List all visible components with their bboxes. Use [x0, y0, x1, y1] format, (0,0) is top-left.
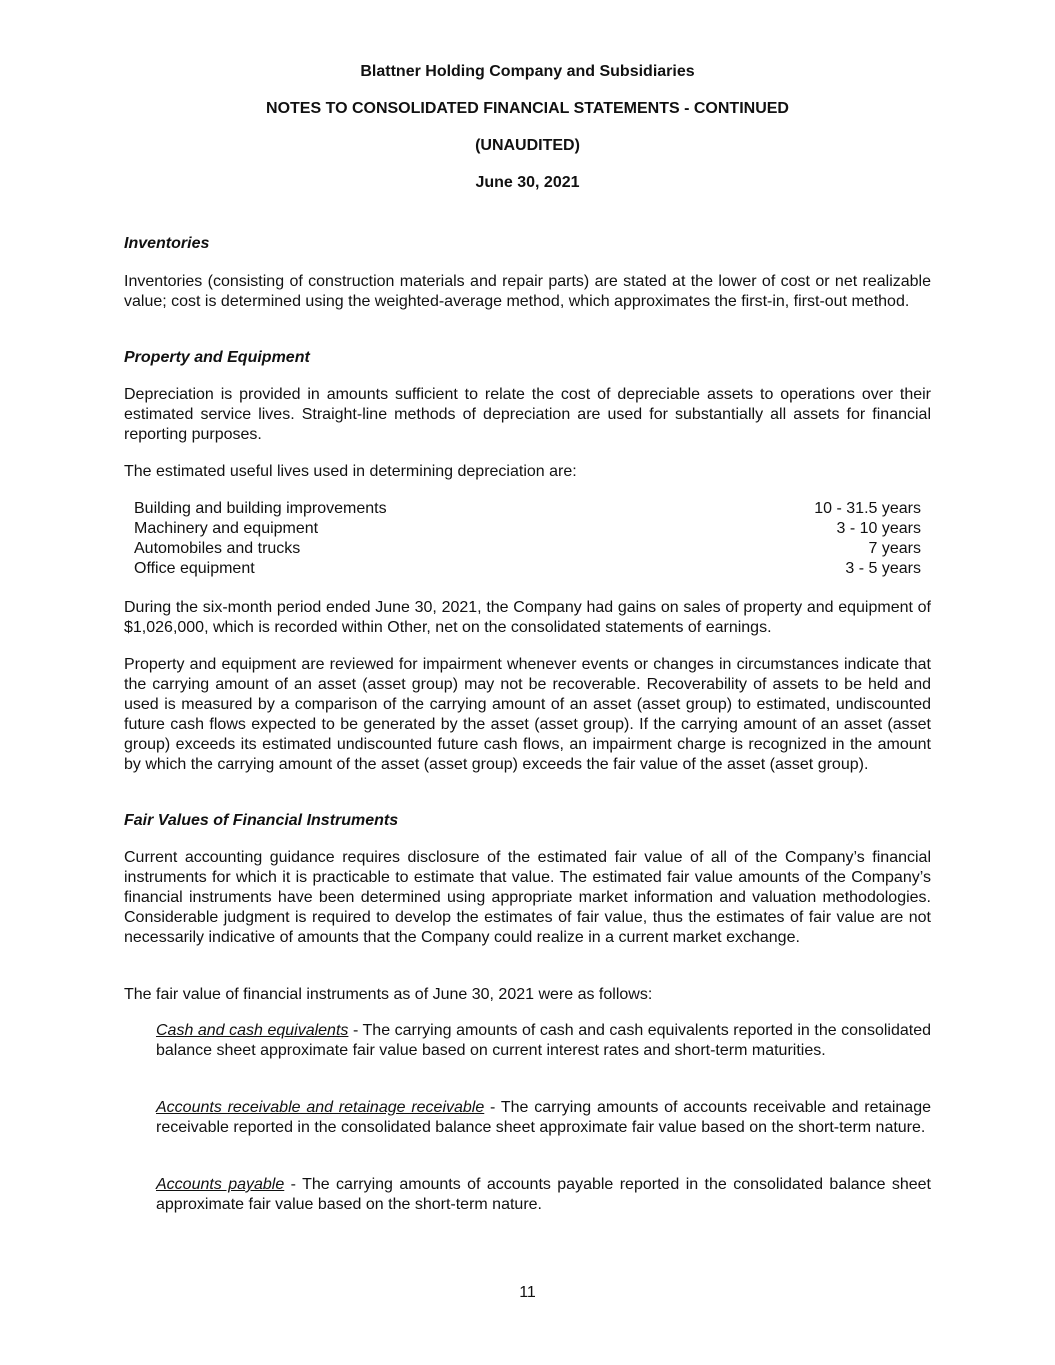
asset-label: Machinery and equipment [134, 520, 319, 537]
asset-life: 7 years [868, 540, 921, 557]
page-number: 11 [519, 1284, 536, 1301]
asset-life: 3 - 10 years [836, 520, 921, 537]
gains-paragraph: During the six-month period ended June 30, 2021, the Company had gains on sales of property and equipment of $1,026,000, which is recorded within Other, net on the consolidated statements of earnings. [124, 599, 931, 636]
impairment-paragraph: Property and equipment are reviewed for impairment whenever events or changes in circumstances indicate that the carrying amount of an asset (asset group) may not be recoverable. Recoverability of assets to be held and used is measured by a comparison of the carrying amount of an asset (asset group) to estimated, undiscounted future cash flows expected to be generated by the asset (asset group). If the carrying amount of an asset (asset group) exceeds its estimated undiscounted future cash flows, an impairment charge is recognized in the amount by which the carrying amount of the asset (asset group) exceeds the fair value of the asset (asset group). [124, 656, 931, 773]
table-row [124, 519, 931, 539]
asset-life: 10 - 31.5 years [814, 500, 921, 517]
fair-value-item [156, 1175, 931, 1215]
fair-value-item [156, 1098, 931, 1138]
inventories-paragraph: Inventories (consisting of construction materials and repair parts) are stated at the lower of cost or net realizable value; cost is determined using the weighted-average method, which approximates the first-in, first-out method. [124, 273, 931, 310]
item-text: - The carrying amounts of accounts payable reported in the consolidated balance sheet approximate fair value based on the short-term nature. [156, 1176, 932, 1213]
asset-life: 3 - 5 years [845, 560, 921, 577]
company-name: Blattner Holding Company and Subsidiaries [360, 63, 695, 80]
item-text: - The carrying amounts of accounts receivable and retainage receivable reported in the consolidated balance sheet approximate fair value based on the short-term nature. [156, 1099, 931, 1136]
report-date: June 30, 2021 [475, 174, 580, 191]
fair-values-heading: Fair Values of Financial Instruments [124, 812, 399, 829]
inventories-heading: Inventories [124, 235, 210, 252]
item-term: Accounts payable [156, 1176, 285, 1193]
asset-label: Building and building improvements [134, 500, 387, 517]
table-row [124, 559, 931, 579]
item-text: - The carrying amounts of cash and cash equivalents reported in the consolidated balance sheet approximate fair value based on current interest rates and short-term maturities. [156, 1022, 931, 1059]
item-term: Accounts receivable and retainage receivable [156, 1099, 485, 1116]
table-row [124, 539, 931, 559]
page-title: NOTES TO CONSOLIDATED FINANCIAL STATEMENTS - CONTINUED [266, 100, 789, 117]
fair-values-intro: The fair value of financial instruments as of June 30, 2021 were as follows: [124, 986, 653, 1003]
property-heading: Property and Equipment [124, 349, 310, 366]
table-row [124, 499, 931, 519]
depreciation-paragraph: Depreciation is provided in amounts sufficient to relate the cost of depreciable assets to operations over their estimated service lives. Straight-line methods of depreciation are used for substantially all assets for financial reporting purposes. [124, 386, 931, 443]
fair-values-paragraph: Current accounting guidance requires disclosure of the estimated fair value of all of the Company’s financial instruments for which it is practicable to estimate that value. The estimated fair value amounts of the Company’s financial instruments have been determined using appropriate market information and valuation methodologies. Considerable judgment is required to develop the estimates of fair value, thus the estimates of fair value are not necessarily indicative of amounts that the Company could realize in a current market exchange. [124, 849, 931, 946]
audit-status: (UNAUDITED) [475, 137, 580, 154]
asset-label: Automobiles and trucks [134, 540, 301, 557]
useful-lives-table [124, 499, 931, 579]
asset-label: Office equipment [134, 560, 255, 577]
item-term: Cash and cash equivalents [156, 1022, 349, 1039]
useful-lives-intro: The estimated useful lives used in determining depreciation are: [124, 463, 577, 480]
fair-value-item [156, 1021, 931, 1061]
